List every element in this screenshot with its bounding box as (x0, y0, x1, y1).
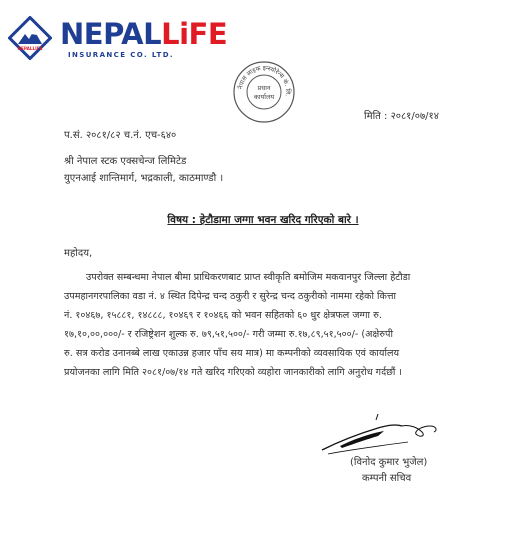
stamp-outer-text: नेपाल लाइफ इन्स्योरेन्स कं. लि. (237, 64, 292, 97)
company-logo (8, 16, 238, 62)
stamp-inner-line2: कार्यालय (253, 93, 275, 101)
letter-subject (0, 213, 526, 227)
wordmark-life: LiFE (161, 17, 228, 51)
company-tagline: INSURANCE CO. LTD. (68, 51, 174, 59)
subject-text: विषय : हेटौडामा जग्गा भवन खरिद गरिएको बारे । (167, 214, 359, 226)
body-line: उपरोक्त सम्बन्धमा नेपाल बीमा प्राधिकरणबाट प्राप्त स्वीकृति बमोजिम मकवानपुर जिल्ला हेटौडा (86, 272, 411, 283)
wordmark-nepal: NEPAL (60, 17, 162, 51)
handwritten-signature (318, 412, 448, 456)
emblem-label: NEPALLIFE (17, 46, 43, 51)
body-line: रु. सत्र करोड उनानब्बे लाख एकाउन्न हजार पाँच सय मात्र) मा कम्पनीको व्यवसायिक एवं कार्यालय (64, 348, 400, 359)
salutation: महोदय, (64, 248, 93, 259)
signatory-name: (विनोद कुमार भुजेल) (350, 457, 428, 468)
body-line: नं. १०४६७, १५८८१, १४८८८, १०४६९ र १०४६६ को भवन सहितको ६० धुर क्षेत्रफल जग्गा रु. (64, 310, 382, 321)
company-stamp (232, 60, 296, 124)
body-line: प्रयोजनका लागि मिति २०८१/०७/१४ गते खरिद गरिएको व्यहोरा जानकारीको लागि अनुरोध गर्दछौं । (64, 367, 403, 378)
recipient-name: श्री नेपाल स्टक एक्सचेन्ज लिमिटेड (64, 156, 187, 167)
stamp-inner-line1: प्रधान (257, 84, 271, 92)
company-wordmark (60, 18, 227, 50)
recipient-address: युएनआई शान्तिमार्ग, भद्रकाली, काठमाण्डौ । (64, 173, 224, 184)
body-line: उपमहानगरपालिका वडा नं. ४ स्थित दिपेन्द्र चन्द ठकुरी र सुरेन्द्र चन्द ठकुरीको नाममा रहेको कित्ता (64, 291, 397, 302)
letter-date: मिति : २०८१/०७/१४ (364, 111, 439, 122)
body-line: १७,१०,००,०००/- र रजिष्ट्रेशन शुल्क रु. ७९,५१,५००/- गरी जम्मा रु.१७,८९,५१,५००/- (अक्षेरुपी (64, 329, 393, 340)
signatory-title: कम्पनी सचिव (362, 473, 412, 484)
nepal-life-emblem-icon (8, 16, 52, 60)
reference-number: प.सं. २०८१/८२ च.नं. एच-६४० (64, 130, 177, 141)
